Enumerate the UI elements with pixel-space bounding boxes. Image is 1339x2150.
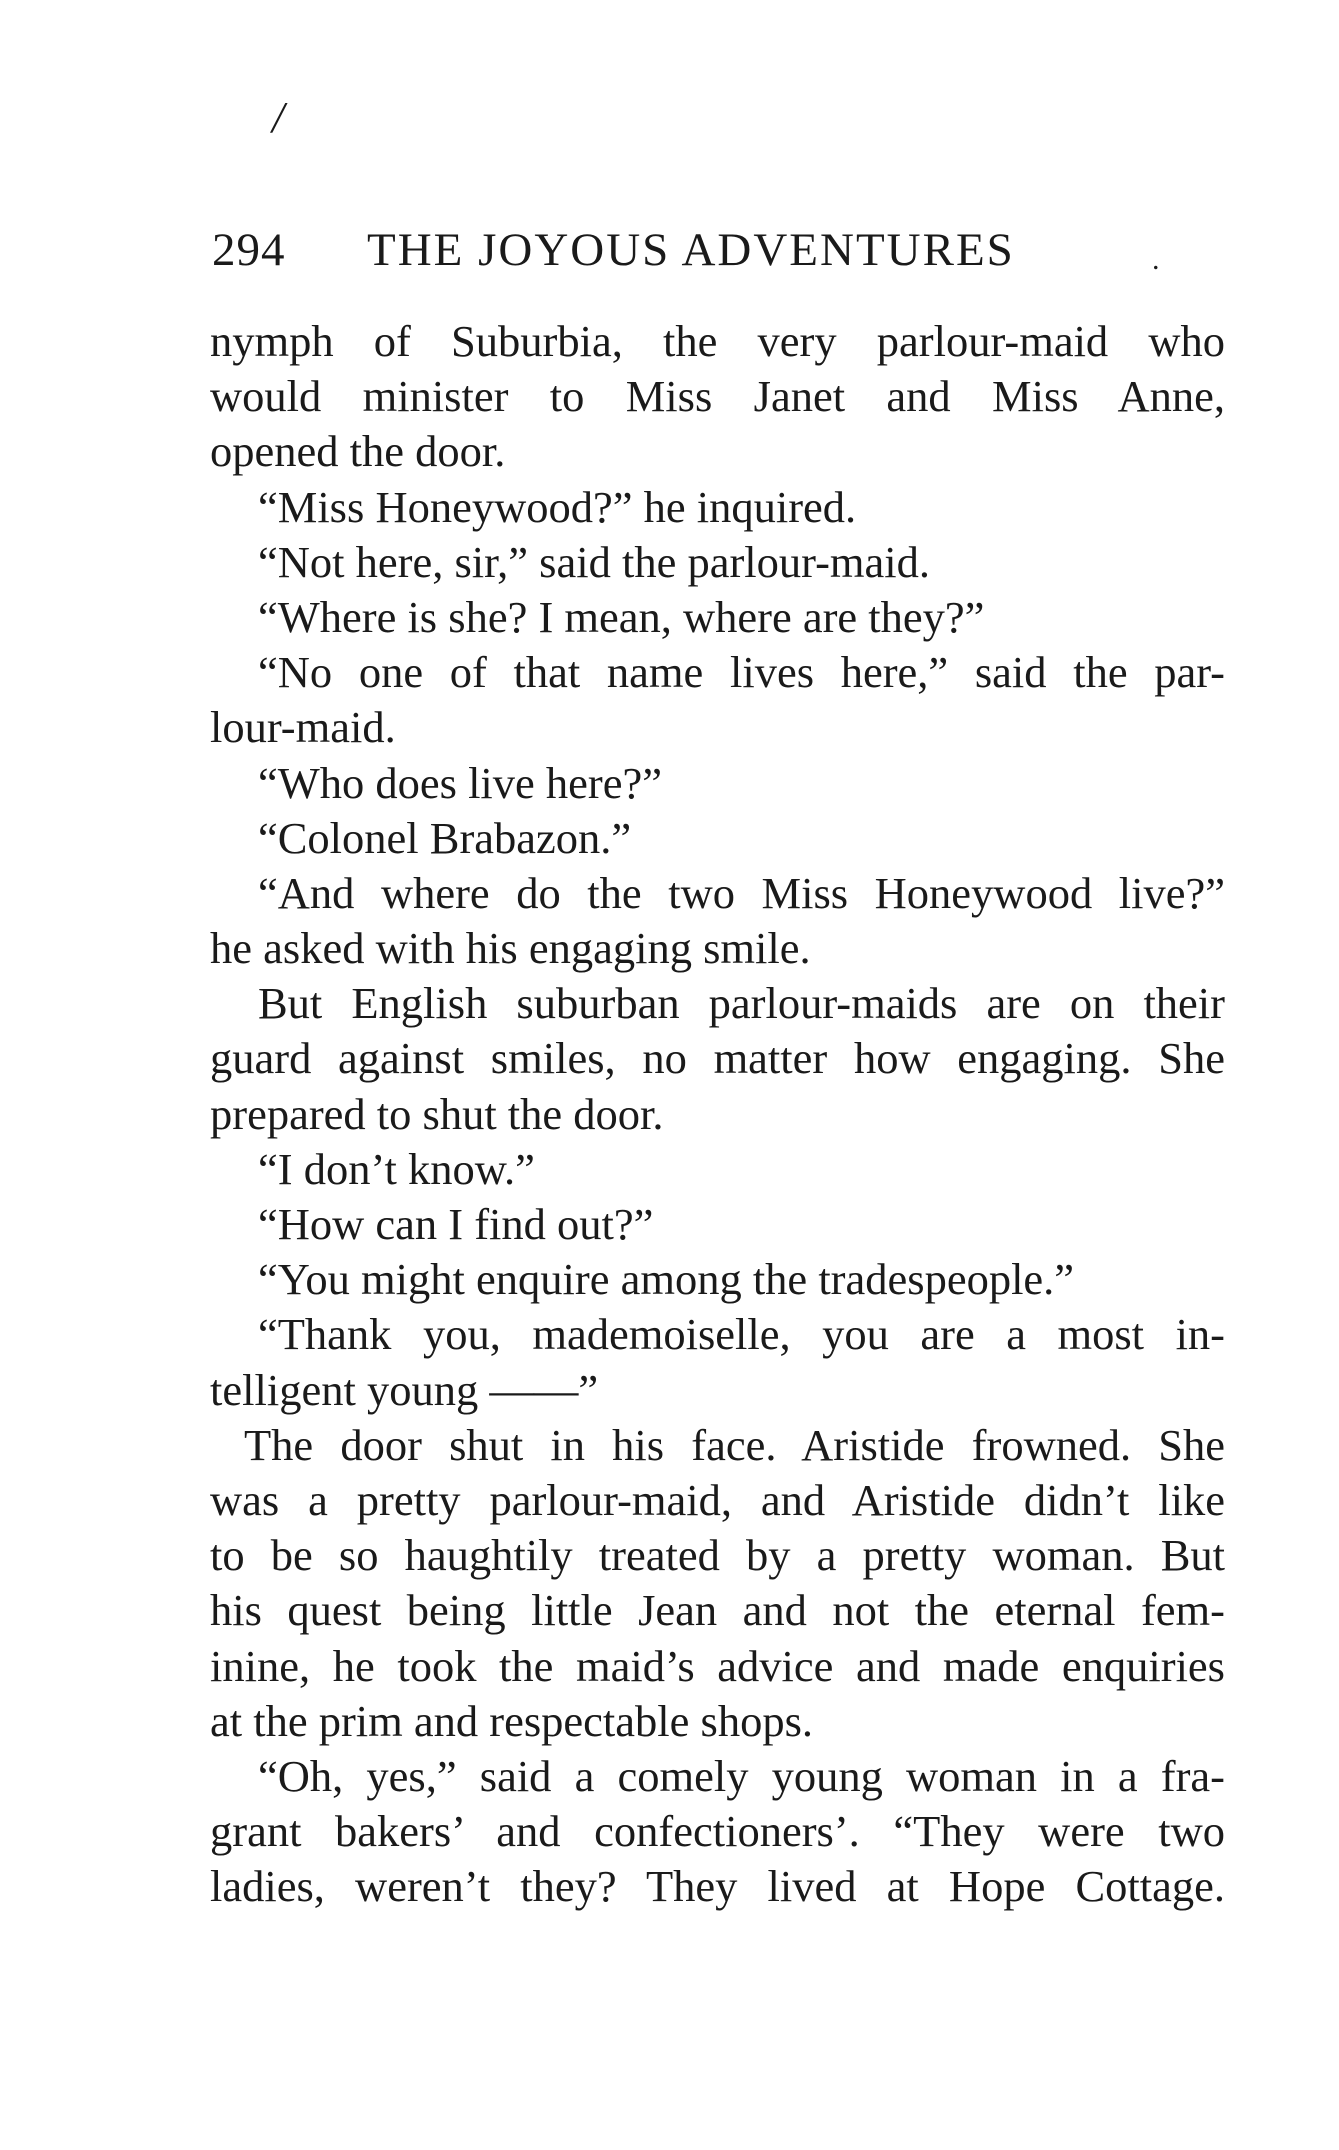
text-line: But English suburban parlour-maids are on their <box>258 978 1225 1029</box>
text-line: he asked with his engaging smile. <box>210 923 811 974</box>
text-line: “And where do the two Miss Honeywood live?” <box>258 867 1225 918</box>
text-line: inine, he took the maid’s advice and made enquiries <box>210 1640 1225 1691</box>
text-line: “Where is she? I mean, where are they?” <box>258 591 985 642</box>
text-line: prepared to shut the door. <box>210 1088 664 1139</box>
text-line: guard against smiles, no matter how engaging. She <box>210 1033 1225 1084</box>
text-line: “No one of that name lives here,” said the par- <box>258 647 1225 698</box>
text-line: lour-maid. <box>210 702 396 753</box>
text-line: grant bakers’ and confectioners’. “They were two <box>210 1806 1225 1857</box>
margin-mark: / <box>272 93 285 142</box>
text-line: telligent young ——” <box>210 1364 599 1415</box>
text-line: “Not here, sir,” said the parlour-maid. <box>258 536 930 587</box>
text-line: to be so haughtily treated by a pretty woman. But <box>210 1530 1225 1581</box>
text-line: nymph of Suburbia, the very parlour-maid who <box>210 316 1225 366</box>
text-line: The door shut in his face. Aristide frowned. She <box>244 1419 1225 1470</box>
running-head <box>212 222 1172 278</box>
text-line: was a pretty parlour-maid, and Aristide didn’t like <box>210 1474 1225 1525</box>
text-line: “Miss Honeywood?” he inquired. <box>258 481 857 532</box>
text-line: opened the door. <box>210 426 506 477</box>
text-line: “Oh, yes,” said a comely young woman in a fra- <box>258 1750 1225 1801</box>
text-line: “I don’t know.” <box>258 1143 535 1194</box>
text-line: “Thank you, mademoiselle, you are a most in- <box>258 1309 1225 1360</box>
running-head-dot: . <box>1152 243 1161 276</box>
text-line: “You might enquire among the tradespeople.” <box>258 1254 1075 1305</box>
body-text <box>210 314 1225 1914</box>
text-line: “Colonel Brabazon.” <box>258 812 632 863</box>
text-line: “How can I find out?” <box>258 1199 654 1249</box>
text-line: “Who does live here?” <box>258 757 662 808</box>
text-line: at the prim and respectable shops. <box>210 1695 814 1746</box>
text-line: his quest being little Jean and not the eternal fem- <box>210 1585 1225 1636</box>
text-line: would minister to Miss Janet and Miss Anne, <box>210 371 1225 422</box>
text-line: ladies, weren’t they? They lived at Hope Cottage. <box>210 1861 1225 1912</box>
running-title: THE JOYOUS ADVENTURES <box>367 224 1015 276</box>
page-number: 294 <box>212 224 286 276</box>
